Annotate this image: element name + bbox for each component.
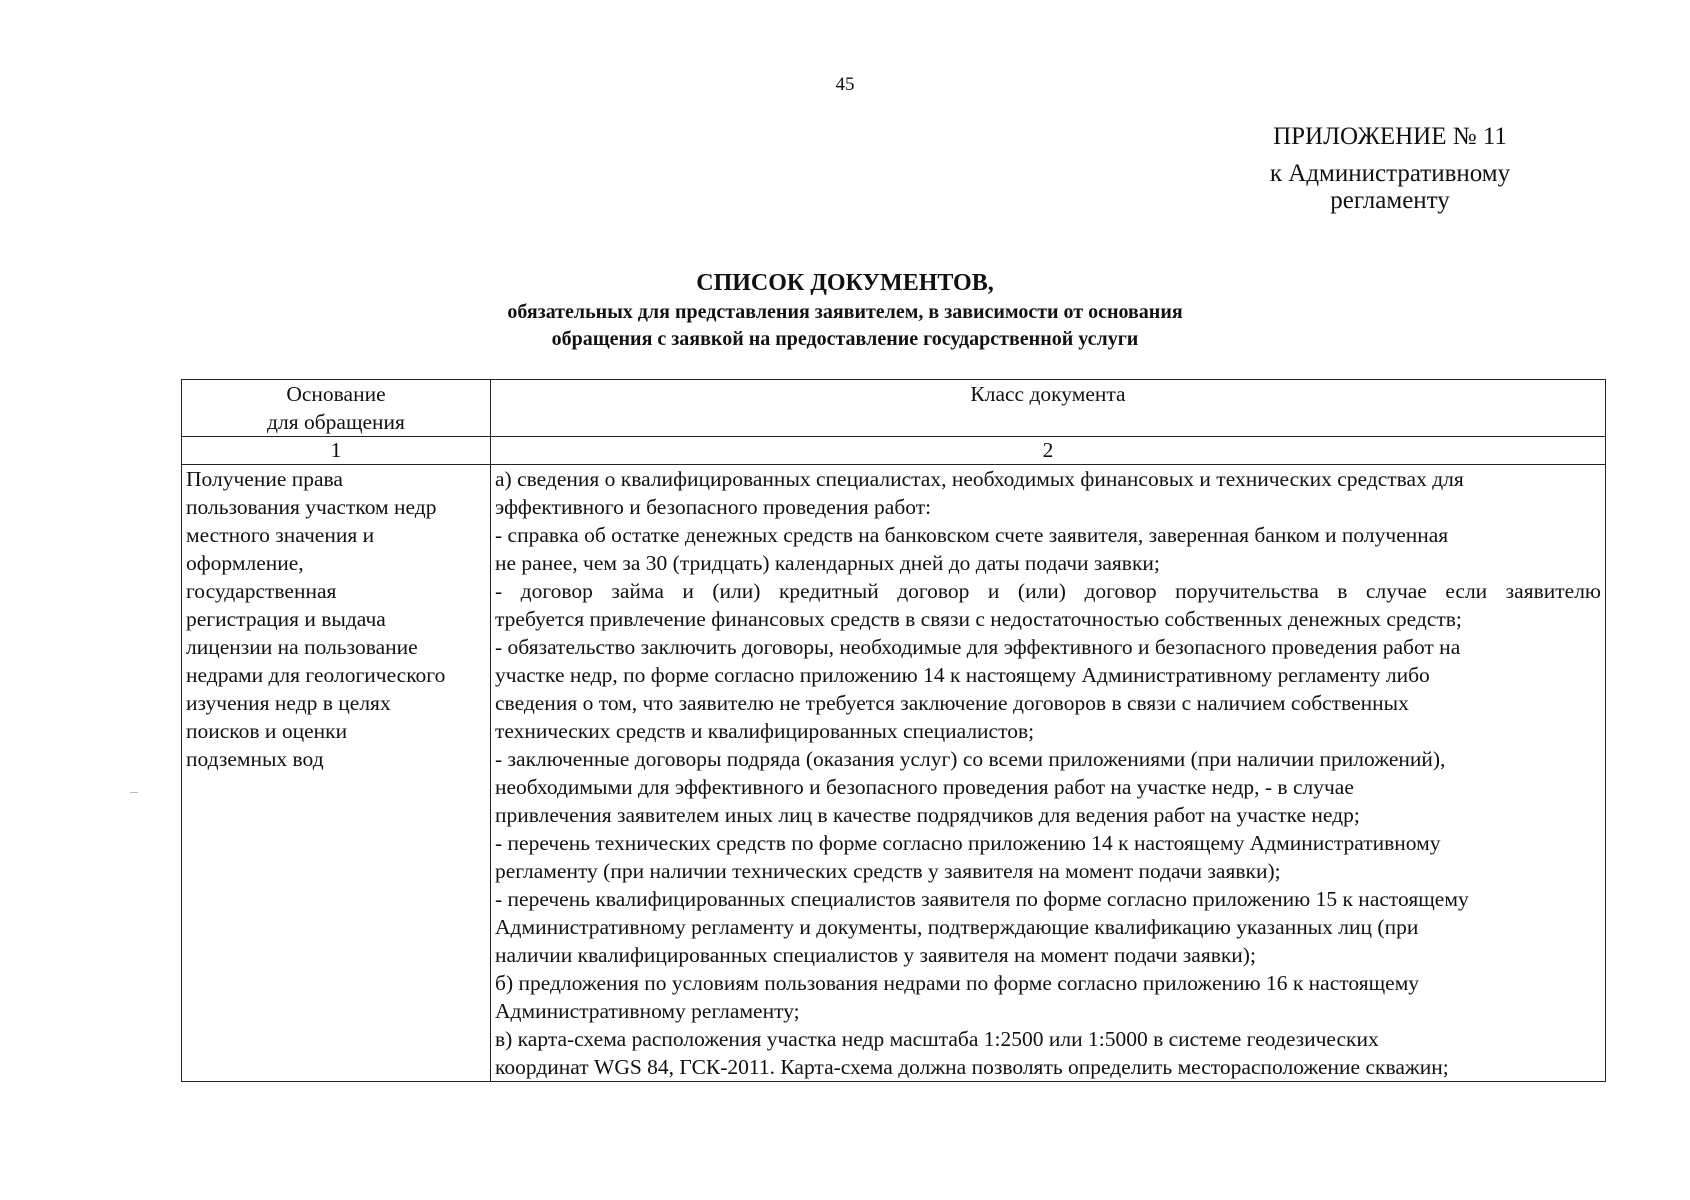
heading-subtitle-line-1: обязательных для представления заявителем, в зависимости от основания bbox=[507, 301, 1183, 323]
document-line: регламенту (при наличии технических средств у заявителя на момент подачи заявки); bbox=[495, 859, 1281, 883]
document-line: - обязательство заключить договоры, необходимые для эффективного и безопасного проведения работ на bbox=[495, 635, 1461, 659]
heading-title: СПИСОК ДОКУМЕНТОВ, bbox=[696, 270, 994, 296]
header-basis-line-1: Основание bbox=[286, 382, 386, 406]
document-line: сведения о том, что заявителю не требуется заключение договоров в связи с наличием собственных bbox=[495, 691, 1409, 715]
appendix-line-1: к Административному bbox=[1269, 160, 1511, 187]
document-line: не ранее, чем за 30 (тридцать) календарных дней до даты подачи заявки; bbox=[495, 551, 1160, 575]
basis-line: регистрация и выдача bbox=[186, 607, 386, 631]
basis-cell bbox=[182, 465, 491, 1082]
appendix-line-2: регламенту bbox=[1330, 187, 1450, 214]
document-line: - перечень технических средств по форме согласно приложению 14 к настоящему Административному bbox=[495, 831, 1441, 855]
document-line: участке недр, по форме согласно приложению 14 к настоящему Административному регламенту либо bbox=[495, 663, 1430, 687]
table-row bbox=[182, 465, 1606, 1082]
table-header-row bbox=[182, 380, 1606, 437]
document-line: координат WGS 84, ГСК-2011. Карта-схема должна позволять определить месторасположение скважин; bbox=[495, 1055, 1449, 1079]
document-class-cell bbox=[491, 465, 1606, 1082]
basis-line: изучения недр в целях bbox=[186, 691, 391, 715]
basis-line: лицензии на пользование bbox=[186, 635, 418, 659]
document-line: а) сведения о квалифицированных специалистах, необходимых финансовых и технических средствах для bbox=[495, 467, 1464, 491]
heading-subtitle-line-2: обращения с заявкой на предоставление государственной услуги bbox=[551, 328, 1139, 350]
documents-table bbox=[181, 379, 1606, 1082]
appendix-title: ПРИЛОЖЕНИЕ № 11 bbox=[1273, 123, 1507, 150]
document-line: - перечень квалифицированных специалистов заявителя по форме согласно приложению 15 к настоящему bbox=[495, 887, 1469, 911]
header-document-class bbox=[491, 380, 1606, 437]
document-line: б) предложения по условиям пользования недрами по форме согласно приложению 16 к настоящему bbox=[495, 971, 1420, 995]
document-heading bbox=[0, 267, 1690, 353]
document-line: в) карта-схема расположения участка недр масштаба 1:2500 или 1:5000 в системе геодезических bbox=[495, 1027, 1379, 1051]
basis-line: поисков и оценки bbox=[186, 719, 348, 743]
document-line: - справка об остатке денежных средств на банковском счете заявителя, заверенная банком и полученная bbox=[495, 523, 1449, 547]
column-number-1: 1 bbox=[182, 437, 491, 465]
header-basis-line-2: для обращения bbox=[267, 410, 405, 434]
document-line: Административному регламенту и документы, подтверждающие квалификацию указанных лиц (при bbox=[495, 915, 1419, 939]
basis-line: пользования участком недр bbox=[186, 495, 437, 519]
document-line: - договор займа и (или) кредитный договор и (или) договор поручительства в случае если заявителю bbox=[495, 579, 1601, 603]
document-line: привлечения заявителем иных лиц в качестве подрядчиков для ведения работ на участке недр; bbox=[495, 803, 1360, 827]
document-line: - заключенные договоры подряда (оказания услуг) со всеми приложениями (при наличии приложений), bbox=[495, 747, 1446, 771]
appendix-block bbox=[1245, 123, 1535, 214]
header-basis bbox=[182, 380, 491, 437]
basis-line: государственная bbox=[186, 579, 337, 603]
document-line: наличии квалифицированных специалистов у заявителя на момент подачи заявки); bbox=[495, 943, 1256, 967]
basis-line: недрами для геологического bbox=[186, 663, 446, 687]
basis-line: подземных вод bbox=[186, 747, 324, 771]
column-number-row bbox=[182, 437, 1606, 465]
page-number: 45 bbox=[835, 74, 855, 95]
basis-line: оформление, bbox=[186, 551, 304, 575]
document-line: технических средств и квалифицированных специалистов; bbox=[495, 719, 1035, 743]
column-number-2: 2 bbox=[491, 437, 1606, 465]
document-line: необходимыми для эффективного и безопасного проведения работ на участке недр, - в случае bbox=[495, 775, 1354, 799]
document-line: требуется привлечение финансовых средств в связи с недостаточностью собственных денежных средств; bbox=[495, 607, 1462, 631]
document-line: Административному регламенту; bbox=[495, 999, 800, 1023]
basis-line: Получение права bbox=[186, 467, 343, 491]
basis-line: местного значения и bbox=[186, 523, 375, 547]
margin-mark bbox=[130, 792, 138, 793]
document-line: эффективного и безопасного проведения работ: bbox=[495, 495, 932, 519]
header-document-class-label: Класс документа bbox=[970, 382, 1126, 406]
